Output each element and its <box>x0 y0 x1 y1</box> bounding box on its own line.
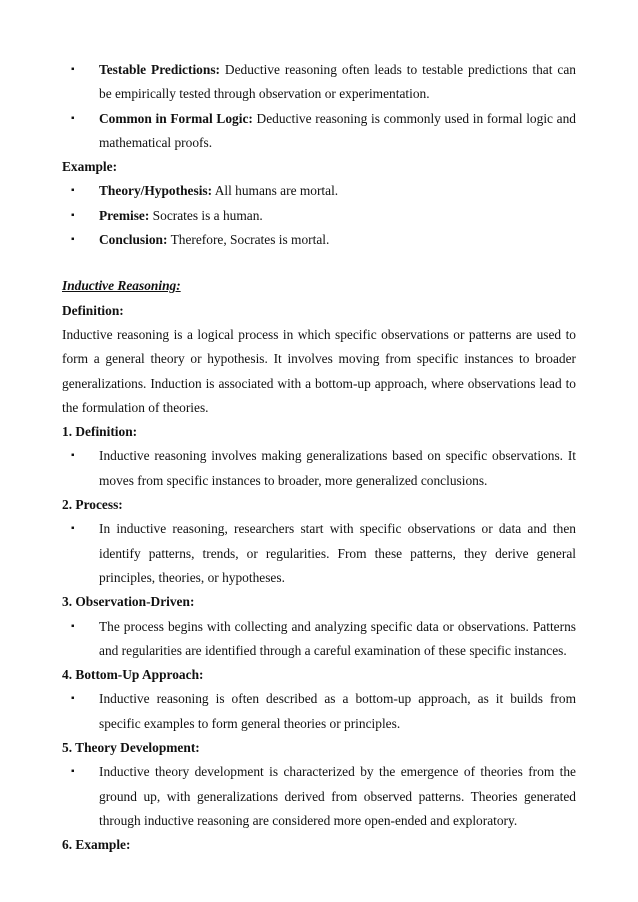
list-item <box>62 444 576 493</box>
example-heading: Example: <box>62 159 118 175</box>
item-text: Deductive reasoning is commonly used in formal logic and mathematical proofs. <box>99 110 576 150</box>
list-item <box>62 228 576 252</box>
bullet-icon: ▪ <box>71 234 75 246</box>
bullet-icon: ▪ <box>71 620 75 632</box>
item-label: Conclusion: <box>99 232 168 248</box>
list-item <box>62 517 576 590</box>
list-item <box>62 204 576 228</box>
bullet-icon: ▪ <box>71 185 75 197</box>
bullet-icon: ▪ <box>71 766 75 778</box>
item-label: Testable Predictions: <box>99 62 220 77</box>
subsection-heading: 3. Observation-Driven: <box>62 594 195 610</box>
section-title: Inductive Reasoning: <box>62 278 181 294</box>
item-label: Theory/Hypothesis: <box>99 183 213 199</box>
list-item <box>62 58 576 107</box>
subsection-list <box>62 760 576 833</box>
item-text: In inductive reasoning, researchers start with specific observations or data and then identify patterns, trends, or regularities. From these patterns, they derive general principles, theories, or hypotheses. <box>99 521 576 585</box>
item-text: Inductive theory development is characterized by the emergence of theories from the ground up, with generalizations derived from observed patterns. Theories generated through inductive reasoning are considered more open-ended and exploratory. <box>99 764 576 828</box>
list-item <box>62 107 576 156</box>
list-item <box>62 687 576 736</box>
bullet-icon: ▪ <box>71 450 75 462</box>
definition-paragraph: Inductive reasoning is a logical process in which specific observations or patterns are used to form a general theory or hypothesis. It involves moving from specific instances to broader generalizations. Induction is associated with a bottom-up approach, where observations lead to the formulation of theories. <box>62 326 576 415</box>
definition-heading: Definition: <box>62 302 124 318</box>
item-text: Therefore, Socrates is mortal. <box>167 232 330 248</box>
item-label: Common in Formal Logic: <box>99 110 253 126</box>
list-item <box>62 615 576 664</box>
bullet-icon: ▪ <box>71 693 75 705</box>
list-item <box>62 179 576 203</box>
item-label: Premise: <box>99 207 150 223</box>
example-list <box>62 179 576 252</box>
subsection-heading: 5. Theory Development: <box>62 740 200 756</box>
subsection-heading: 6. Example: <box>62 837 131 853</box>
item-text: Inductive reasoning involves making generalizations based on specific observations. It moves from specific instances to broader, more generalized conclusions. <box>99 448 576 488</box>
subsection-list <box>62 615 576 664</box>
bullet-icon: ▪ <box>71 112 75 124</box>
item-text: Inductive reasoning is often described as a bottom-up approach, as it builds from specific examples to form general theories or principles. <box>99 691 576 731</box>
item-text: Socrates is a human. <box>149 207 263 223</box>
subsection-heading: 4. Bottom-Up Approach: <box>62 667 204 683</box>
bullet-icon: ▪ <box>71 209 75 221</box>
item-text: Deductive reasoning often leads to testable predictions that can be empirically tested through observation or experimentation. <box>99 62 576 102</box>
bullet-icon: ▪ <box>71 64 75 75</box>
item-text: The process begins with collecting and analyzing specific data or observations. Patterns and regularities are identified through a careful examination of these specific instances. <box>99 618 576 658</box>
bullet-icon: ▪ <box>71 523 75 535</box>
subsection-list <box>62 444 576 493</box>
subsection-list <box>62 687 576 736</box>
spacer <box>62 252 576 274</box>
subsection-list <box>62 517 576 590</box>
list-item <box>62 760 576 833</box>
subsection-heading: 1. Definition: <box>62 424 138 440</box>
item-text: All humans are mortal. <box>212 183 339 199</box>
subsection-heading: 2. Process: <box>62 497 123 513</box>
deductive-features-list <box>62 58 576 155</box>
